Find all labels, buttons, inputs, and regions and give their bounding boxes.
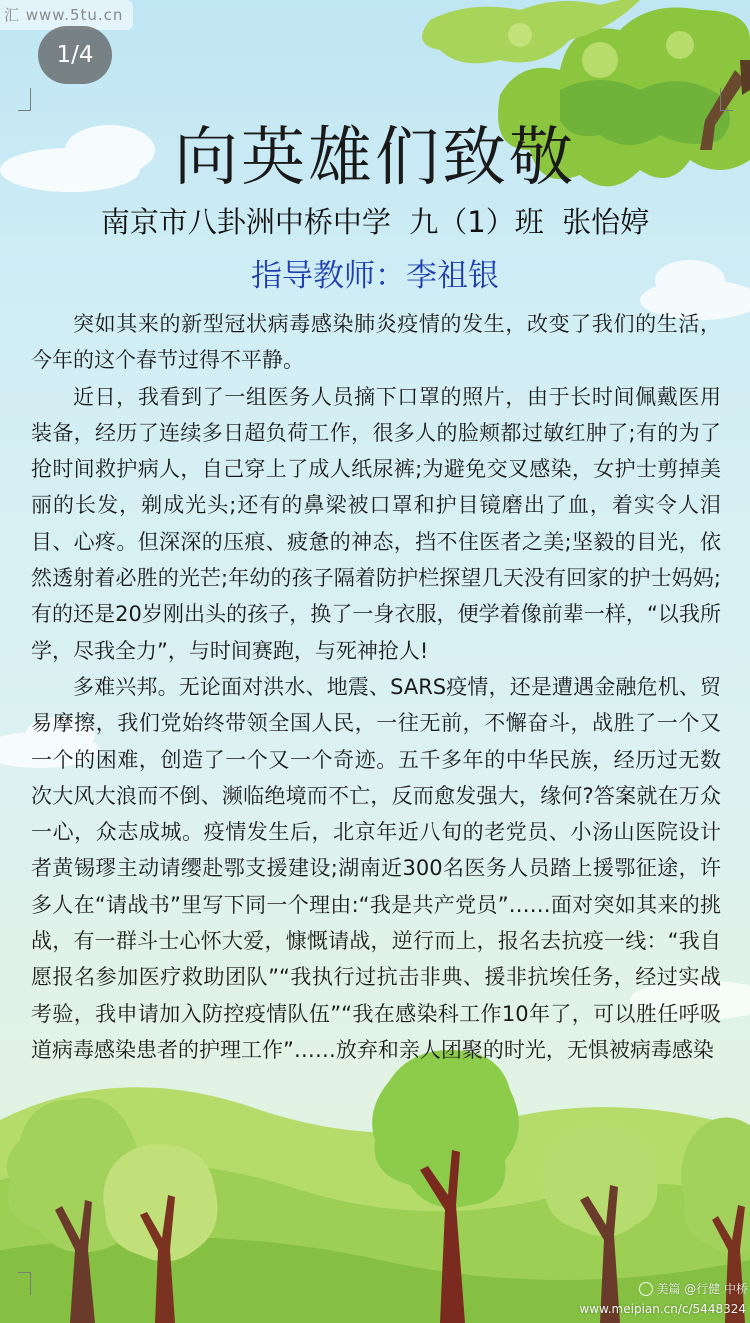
teacher-line: 指导教师：李祖银 — [251, 258, 499, 294]
crop-mark — [720, 88, 733, 111]
meipian-logo-icon — [639, 1282, 653, 1296]
footer-url: www.meipian.cn/c/5448324 — [579, 1302, 746, 1316]
page-indicator[interactable]: 1/4 — [38, 26, 112, 84]
article-body — [31, 306, 721, 1068]
footer-watermark — [588, 1280, 748, 1298]
page-title: 向英雄们致敬 — [174, 121, 576, 195]
crop-mark — [18, 88, 31, 111]
watermark-text: 汇 www.5tu.cn — [0, 0, 133, 30]
author-line: 南京市八卦洲中桥中学 九（1）班 张怡婷 — [100, 205, 650, 239]
paragraph: 突如其来的新型冠状病毒感染肺炎疫情的发生，改变了我们的生活，今年的这个春节过得不平静。 — [31, 312, 721, 373]
crop-mark — [18, 1272, 31, 1295]
footer-author: 美篇 @行健 中桥 — [656, 1282, 748, 1296]
paragraph: 多难兴邦。无论面对洪水、地震、SARS疫情，还是遭遇金融危机、贸易摩擦，我们党始终带领全国人民，一往无前，不懈奋斗，战胜了一个又一个的困难，创造了一个又一个奇迹。五千多年的中华民族，经历过无数次大风大浪而不倒、濒临绝境而不亡，反而愈发强大，缘何?答案就在万众一心，众志成城。疫情发生后，北京年近八旬的老党员、小汤山医院设计者黄锡璆主动请缨赴鄂支援建设;湖南近300名医务人员踏上援鄂征途，许多人在“请战书”里写下同一个理由:“我是共产党员”……面对突如其来的挑战，有一群斗士心怀大爱，慷慨请战，逆行而上，报名去抗疫一线：“我自愿报名参加医疗救助团队”“我执行过抗击非典、援非抗埃任务，经过实战考验，我申请加入防控疫情队伍”“我在感染科工作10年了，可以胜任呼吸道病毒感染患者的护理工作”……放弃和亲人团聚的时光，无惧被病毒感染 — [31, 674, 721, 1062]
paragraph: 近日，我看到了一组医务人员摘下口罩的照片，由于长时间佩戴医用装备，经历了连续多日超负荷工作，很多人的脸颊都过敏红肿了;有的为了抢时间救护病人，自己穿上了成人纸尿裤;为避免交叉感染，女护士剪掉美丽的长发，剃成光头;还有的鼻梁被口罩和护目镜磨出了血，着实令人泪目、心疼。但深深的压痕、疲惫的神态，挡不住医者之美;坚毅的目光，依然透射着必胜的光芒;年幼的孩子隔着防护栏探望几天没有回家的护士妈妈;有的还是20岁刚出头的孩子，换了一身衣服，便学着像前辈一样，“以我所学，尽我全力”，与时间赛跑，与死神抢人! — [31, 384, 721, 663]
